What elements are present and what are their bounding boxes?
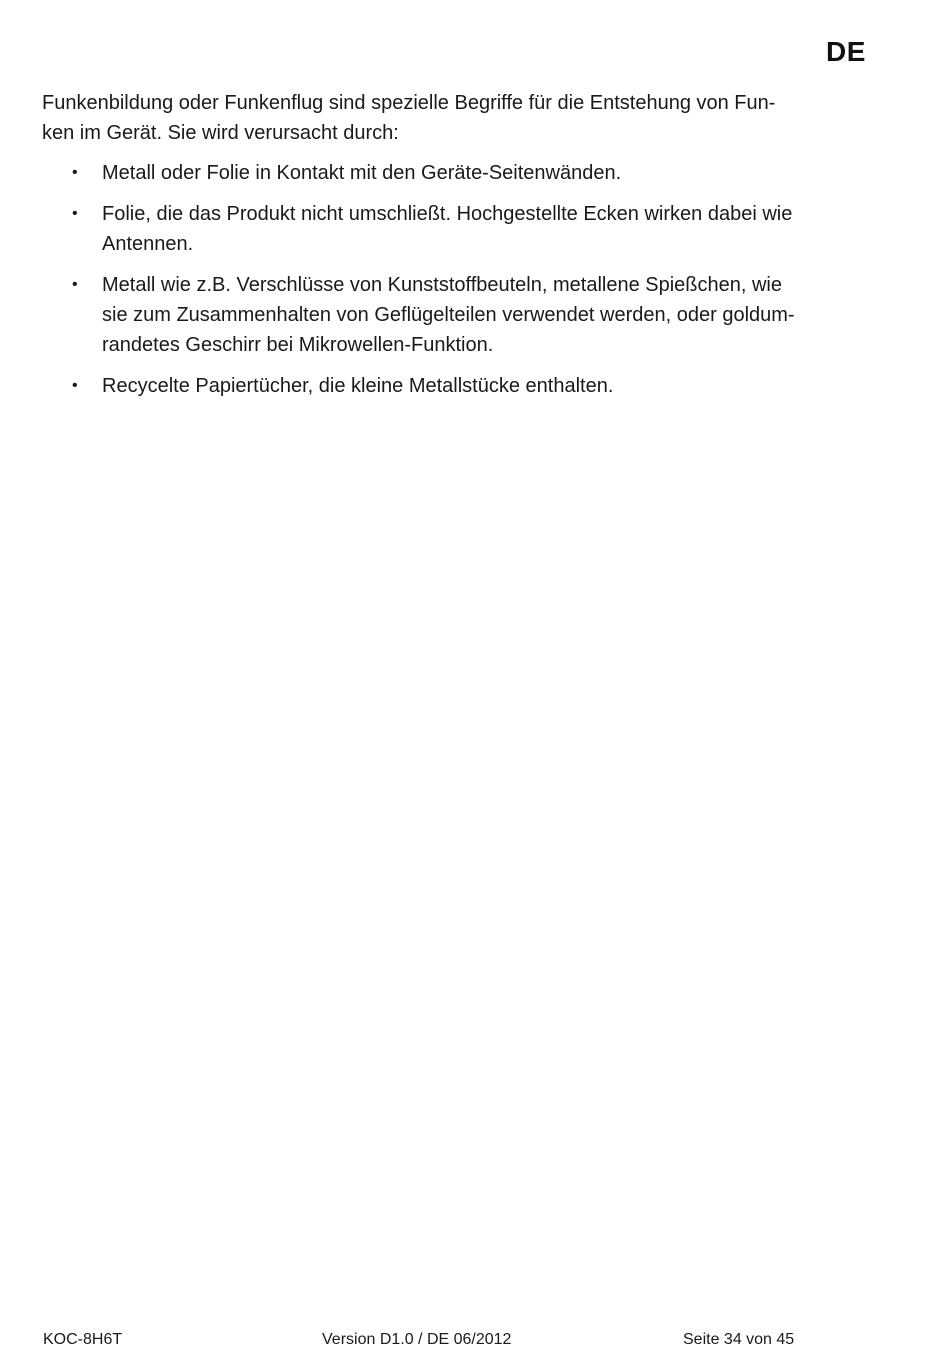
footer-model: KOC-8H6T bbox=[43, 1331, 123, 1348]
language-tag: DE bbox=[826, 36, 866, 67]
list-item-line: sie zum Zusammenhalten von Geflügelteilen verwendet werden, oder goldum- bbox=[102, 304, 795, 326]
list-item bbox=[42, 270, 882, 360]
bullet-icon: • bbox=[72, 164, 78, 181]
footer-version: Version D1.0 / DE 06/2012 bbox=[322, 1331, 512, 1348]
intro-line: ken im Gerät. Sie wird verursacht durch: bbox=[42, 122, 399, 144]
list-item-line: Antennen. bbox=[102, 233, 194, 255]
bullet-icon: • bbox=[72, 276, 78, 293]
bullet-icon: • bbox=[72, 205, 78, 222]
list-item-line: Metall wie z.B. Verschlüsse von Kunststoffbeuteln, metallene Spießchen, wie bbox=[102, 274, 782, 296]
intro-paragraph bbox=[42, 88, 882, 148]
list-item bbox=[42, 158, 882, 188]
bullet-icon: • bbox=[72, 377, 78, 394]
intro-line: Funkenbildung oder Funkenflug sind spezielle Begriffe für die Entstehung von Fun- bbox=[42, 92, 776, 114]
list-item bbox=[42, 371, 882, 401]
footer-page-number: Seite 34 von 45 bbox=[683, 1331, 795, 1348]
cause-list bbox=[42, 158, 882, 401]
list-item-line: randetes Geschirr bei Mikrowellen-Funktion. bbox=[102, 334, 494, 356]
list-item bbox=[42, 199, 882, 259]
list-item-line: Recycelte Papiertücher, die kleine Metallstücke enthalten. bbox=[102, 375, 614, 397]
list-item-line: Folie, die das Produkt nicht umschließt. Hochgestellte Ecken wirken dabei wie bbox=[102, 203, 793, 225]
main-content bbox=[42, 88, 882, 412]
list-item-line: Metall oder Folie in Kontakt mit den Geräte-Seitenwänden. bbox=[102, 162, 622, 184]
